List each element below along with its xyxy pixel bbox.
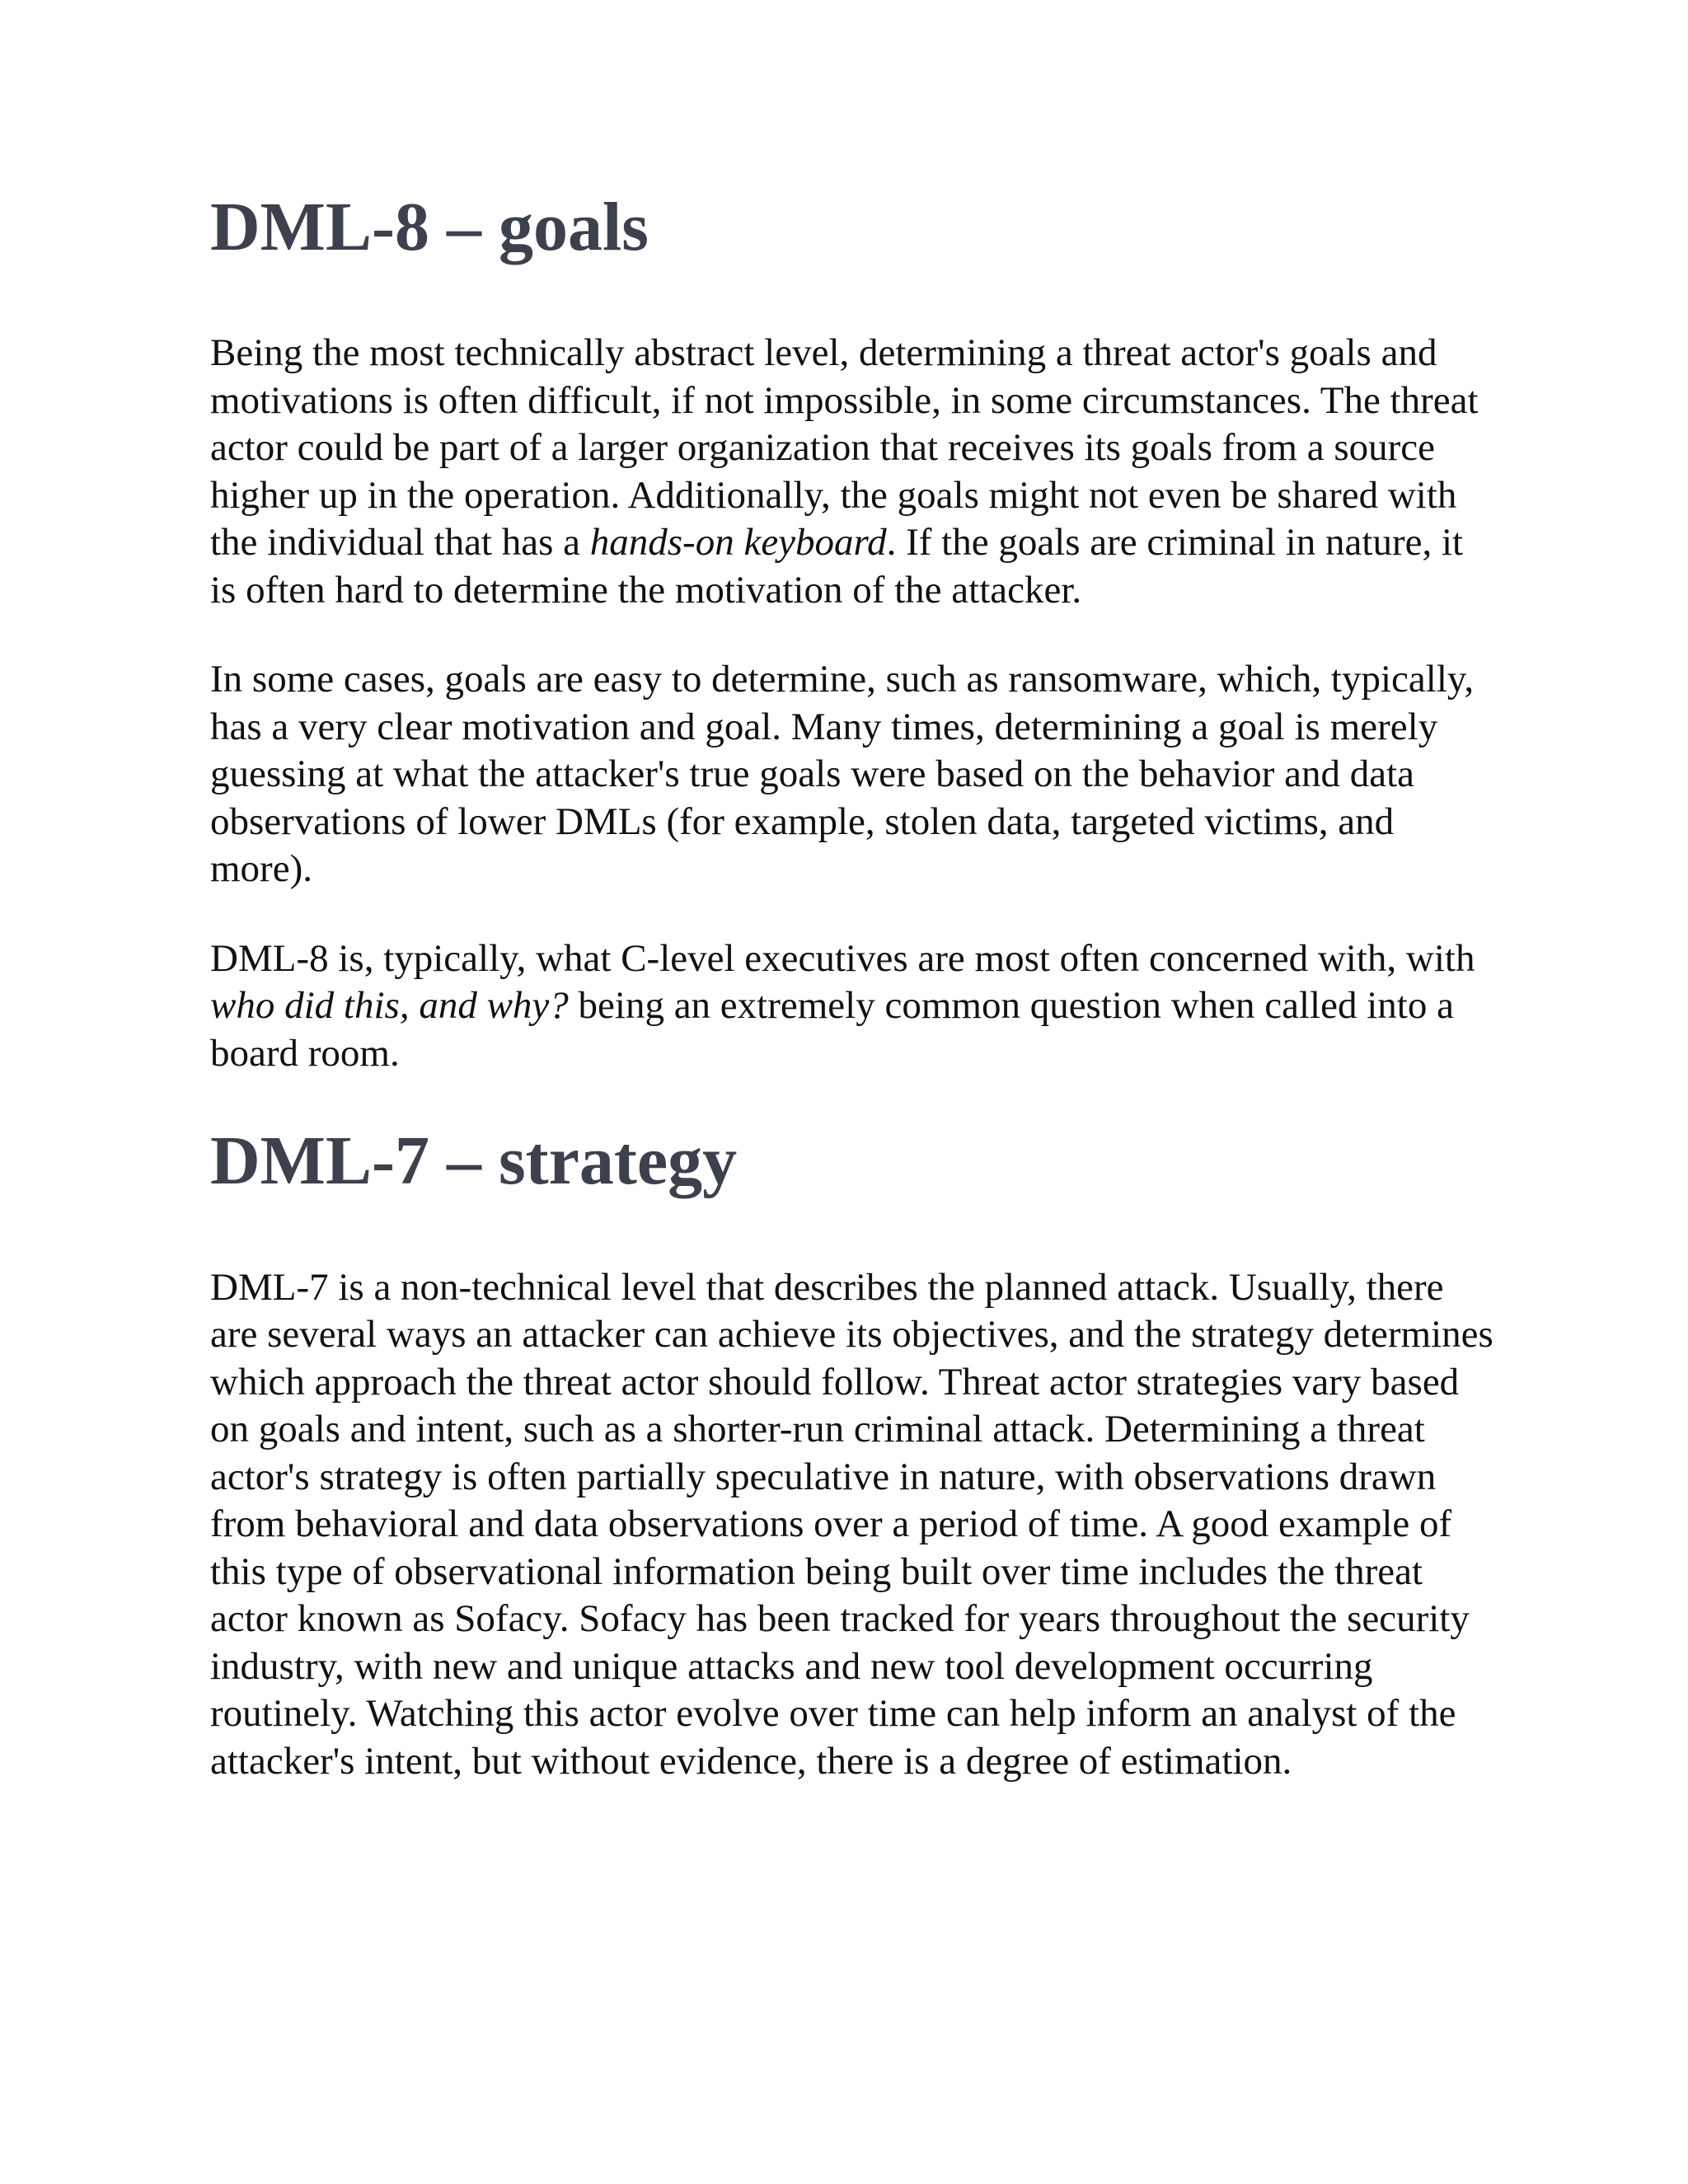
goals-paragraph-1-emphasis: hands-on keyboard [589, 521, 887, 565]
goals-paragraph-1-text: Being the most technically abstract level, determining a threat actor's goals and motivations is often difficult, if not impossible, in some circumstances. The threat actor could be part of a larger organization that receives its goals from a source higher up in the operation. Additionally, the goals might not even be shared with the individual that has a [210, 331, 1479, 565]
goals-paragraph-1-tail: . If the goals are criminal in nature, it is often hard to determine the motivation of the attacker. [210, 521, 1464, 612]
goals-paragraph-3-text: DML-8 is, typically, what C-level executives are most often concerned with, with [210, 936, 1475, 980]
goals-paragraph-3-tail: being an extremely common question when called into a board room. [210, 984, 1454, 1075]
section-heading-strategy: DML-7 – strategy [210, 1122, 738, 1200]
strategy-paragraph-1: DML-7 is a non-technical level that describes the planned attack. Usually, there are several ways an attacker can achieve its objectives, and the strategy determines which approach the threat actor should follow. Threat actor strategies vary based on goals and intent, such as a shorter-run criminal attack. Determining a threat actor's strategy is often partially speculative in nature, with observations drawn from behavioral and data observations over a period of time. A good example of this type of observational information being built over time includes the threat actor known as Sofacy. Sofacy has been tracked for years throughout the security industry, with new and unique attacks and new tool development occurring routinely. Watching this actor evolve over time can help inform an analyst of the attacker's intent, but without evidence, there is a degree of estimation. [210, 1265, 1493, 1783]
goals-paragraph-2: In some cases, goals are easy to determine, such as ransomware, which, typically, has a very clear motivation and goal. Many times, determining a goal is merely guessing at what the attacker's true goals were based on the behavior and data observations of lower DMLs (for example, stolen data, targeted victims, and more). [210, 658, 1475, 891]
section-heading-goals: DML-8 – goals [210, 189, 649, 265]
goals-paragraph-3-emphasis: who did this, and why? [210, 984, 569, 1028]
goals-paragraph-3 [210, 935, 1496, 1078]
document-page [210, 190, 1496, 1827]
goals-paragraph-1 [210, 330, 1496, 614]
